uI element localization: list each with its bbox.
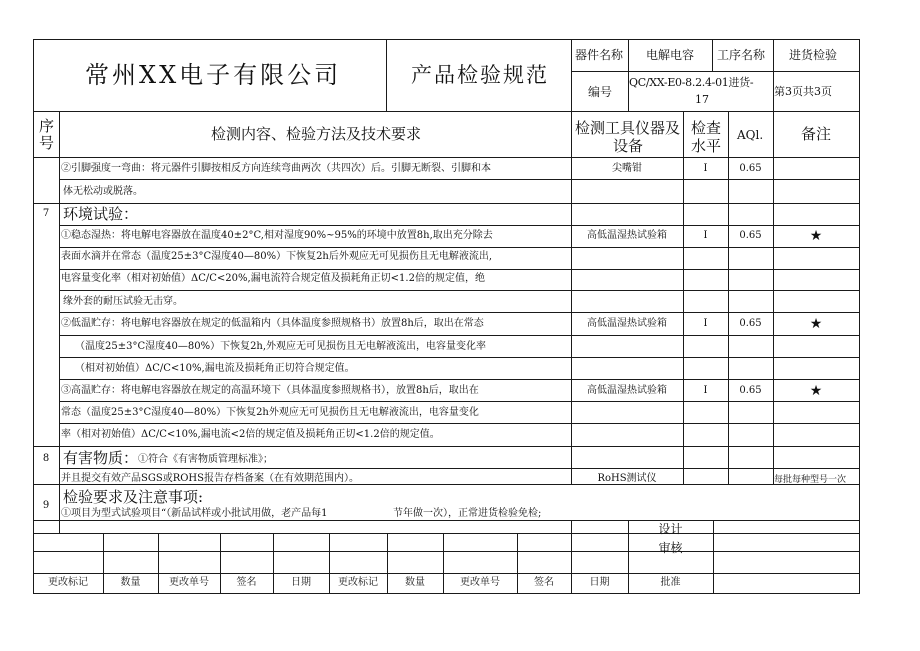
- header-row-line: [571, 71, 860, 72]
- pin-test-aql: 0.65: [739, 163, 762, 174]
- row-line: [59, 468, 860, 469]
- section7-seq: 7: [42, 208, 50, 219]
- company-name: 常州XX电子有限公司: [85, 61, 342, 89]
- col-remark: 备注: [801, 125, 832, 143]
- footer-label: 日期: [589, 577, 610, 588]
- row-line: [33, 203, 860, 204]
- section8-tool: RoHS测试仪: [597, 473, 657, 484]
- section8-report: 并且提交有效产品SGS或ROHS报告存档备案（在有效期范围内）。: [61, 473, 359, 484]
- footer-label: 日期: [291, 577, 311, 588]
- row-line: [59, 290, 860, 291]
- row-line: [59, 247, 860, 248]
- env-test-line: （温度25±3°C湿度40—80%）下恢复2h,外观应无可见损伤且无电解液流出，电容量变化率: [75, 341, 487, 352]
- approval-row-line: [33, 520, 860, 521]
- process-label: 工序名称: [717, 48, 766, 62]
- footer-col-line: [713, 520, 714, 594]
- footer-label: 签名: [236, 577, 257, 588]
- col-line-seq: [59, 111, 60, 533]
- section9-note: ①项目为型式试验项目“（新品试样或小批试用做，老产品每1: [61, 508, 328, 519]
- item2-tool: 高低温湿热试验箱: [587, 318, 667, 329]
- row-line: [59, 179, 860, 180]
- row-line: [59, 401, 860, 402]
- row-line: [59, 312, 860, 313]
- row-line: [33, 484, 860, 485]
- header-bottom-line: [33, 111, 860, 112]
- col-content: 检测内容、检验方法及技术要求: [211, 125, 422, 143]
- row-line: [59, 423, 860, 424]
- col-aql: AQl.: [737, 128, 764, 142]
- doc-title: 产品检验规范: [411, 63, 549, 87]
- row-line: [59, 269, 860, 270]
- section8-seq: 8: [42, 453, 50, 464]
- row-line: [33, 446, 860, 447]
- row-line: [59, 379, 860, 380]
- key-item-star-icon: ★: [809, 316, 823, 332]
- section9-seq: 9: [42, 500, 50, 511]
- pin-test-level: I: [703, 163, 708, 174]
- row-line: [59, 357, 860, 358]
- item2-aql: 0.65: [739, 318, 762, 329]
- footer-label: 更改标记: [338, 577, 378, 588]
- row-line: [59, 225, 860, 226]
- item1-aql: 0.65: [739, 230, 762, 241]
- row-line: [59, 335, 860, 336]
- section9-note-cont: 节年做一次），正常进货检验免检;: [393, 508, 542, 519]
- col-level-2: 水平: [691, 137, 722, 155]
- env-test-line: ②低温贮存：将电解电容器放在规定的低温箱内（具体温度参照规格书）放置8h后，取出在常态: [61, 318, 484, 329]
- footer-label: 更改单号: [460, 577, 500, 588]
- col-seq-2: 号: [39, 134, 55, 152]
- section8-standard: ①符合《有害物质管理标准》；: [138, 454, 273, 465]
- inspection-spec-sheet: [33, 39, 860, 594]
- number-value: QC/XX-E0-8.2.4-01进货-: [629, 76, 754, 89]
- section7-title: 环境试验：: [63, 205, 139, 223]
- item3-level: I: [703, 385, 708, 396]
- col-level: 检查: [691, 119, 722, 137]
- component-value: 电解电容: [646, 48, 695, 62]
- key-item-star-icon: ★: [809, 383, 823, 399]
- section9-title: 检验要求及注意事项:: [63, 488, 204, 506]
- col-tools-2: 设备: [613, 137, 644, 155]
- pin-test-tool: 尖嘴钳: [612, 163, 642, 174]
- header-divider: [712, 39, 713, 71]
- row-line: [33, 157, 860, 158]
- review-label: 审核: [658, 541, 683, 555]
- env-test-line: ①稳态湿热：将电解电容器放在温度40±2°C,相对湿度90%~95%的环境中放置8h,取出充分除去: [61, 230, 493, 241]
- component-label: 器件名称: [575, 48, 624, 62]
- env-test-line: ③高温贮存：将电解电容器放在规定的高温环境下（具体温度参照规格书），放置8h后，取出在: [61, 385, 479, 396]
- section8-remark: 每批每种型号一次: [774, 475, 847, 485]
- item3-tool: 高低温湿热试验箱: [587, 385, 667, 396]
- header-divider: [571, 39, 572, 111]
- col-tools: 检测工具仪器及: [575, 119, 681, 137]
- border-right: [859, 39, 860, 594]
- border-top: [33, 39, 860, 40]
- env-test-line: 常态（温度25±3°C湿度40—80%）下恢复2h外观应无可见损伤且无电解液流出，电容量变化: [61, 407, 479, 418]
- process-value: 进货检验: [789, 48, 838, 62]
- col-line-aql: [773, 111, 774, 484]
- footer-label: 更改标记: [48, 577, 88, 588]
- footer-label: 签名: [534, 577, 554, 588]
- pin-test-text: ②引脚强度一弯曲：将元器件引脚按相反方向连续弯曲两次（共四次）后。引脚无断裂、引脚和本: [61, 163, 491, 174]
- item3-aql: 0.65: [739, 385, 762, 396]
- footer-label: 数量: [120, 577, 141, 588]
- env-test-line: 率（相对初始值）ΔC/C<10%,漏电流<2倍的规定值及损耗角正切<1.2倍的规定值。: [61, 429, 440, 440]
- env-test-line: 电容量变化率（相对初始值）ΔC/C<20%,漏电流符合规定值及损耗角正切<1.2倍的规定值，绝: [61, 273, 485, 284]
- col-seq: 序: [39, 117, 55, 135]
- key-item-star-icon: ★: [809, 228, 823, 244]
- item1-level: I: [703, 230, 708, 241]
- header-divider: [386, 39, 387, 111]
- page-info: 第3页共3页: [774, 85, 832, 98]
- footer-label: 更改单号: [169, 577, 209, 588]
- design-label: 设计: [658, 522, 683, 536]
- footer-label: 数量: [405, 577, 425, 588]
- section8-title: 有害物质：: [63, 449, 139, 467]
- pin-test-text-2: 体无松动或脱落。: [63, 186, 143, 197]
- item2-level: I: [703, 318, 708, 329]
- env-test-line: 缘外套的耐压试验无击穿。: [63, 296, 183, 307]
- header-divider: [773, 39, 774, 111]
- env-test-line: 表面水滴并在常态（温度25±3°C湿度40—80%）下恢复2h后外观应无可见损伤且无电解液流出,: [61, 251, 493, 262]
- number-value-cont: 17: [695, 93, 709, 106]
- number-label: 编号: [588, 85, 613, 99]
- item1-tool: 高低温湿热试验箱: [587, 230, 667, 241]
- env-test-line: （相对初始值）ΔC/C<10%,漏电流及损耗角正切符合规定值。: [75, 363, 355, 374]
- approve-label: 批准: [660, 577, 681, 588]
- header-divider: [628, 39, 629, 111]
